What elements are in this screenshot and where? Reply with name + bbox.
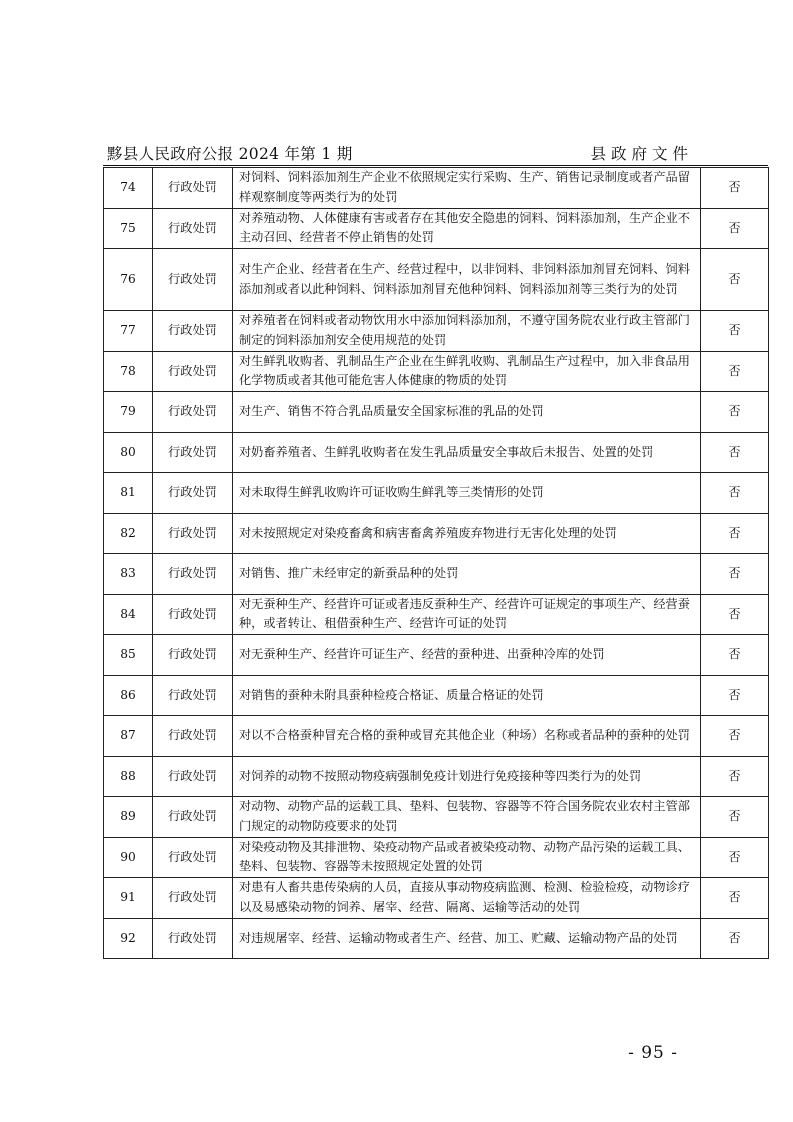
row-content: 对以不合格蚕种冒充合格的蚕种或冒充其他企业（种场）名称或者品种的蚕种的处罚 — [233, 716, 701, 757]
row-type: 行政处罚 — [153, 837, 233, 878]
row-flag: 否 — [701, 473, 769, 514]
row-number: 85 — [104, 635, 153, 676]
page-header — [107, 140, 693, 164]
table-row — [104, 716, 769, 757]
row-number: 91 — [104, 878, 153, 919]
row-number: 74 — [104, 168, 153, 209]
row-type: 行政处罚 — [153, 918, 233, 959]
row-number: 86 — [104, 675, 153, 716]
row-number: 75 — [104, 208, 153, 249]
row-content: 对奶畜养殖者、生鲜乳收购者在发生乳品质量安全事故后未报告、处置的处罚 — [233, 432, 701, 473]
row-flag: 否 — [701, 554, 769, 595]
table-row — [104, 878, 769, 919]
row-number: 79 — [104, 392, 153, 433]
table-row — [104, 432, 769, 473]
row-type: 行政处罚 — [153, 168, 233, 209]
table-row — [104, 513, 769, 554]
row-type: 行政处罚 — [153, 473, 233, 514]
table-row — [104, 473, 769, 514]
table-row — [104, 675, 769, 716]
row-content: 对未按照规定对染疫畜禽和病害畜禽养殖废弃物进行无害化处理的处罚 — [233, 513, 701, 554]
row-flag: 否 — [701, 594, 769, 635]
row-flag: 否 — [701, 797, 769, 838]
row-content: 对生产、销售不符合乳品质量安全国家标准的乳品的处罚 — [233, 392, 701, 433]
row-type: 行政处罚 — [153, 513, 233, 554]
row-flag: 否 — [701, 878, 769, 919]
row-type: 行政处罚 — [153, 392, 233, 433]
page-number: - 95 - — [628, 1043, 678, 1063]
row-flag: 否 — [701, 208, 769, 249]
table-row — [104, 249, 769, 311]
row-number: 84 — [104, 594, 153, 635]
row-content: 对染疫动物及其排泄物、染疫动物产品或者被染疫动物、动物产品污染的运载工具、垫料、包装物、容器等未按照规定处置的处罚 — [233, 837, 701, 878]
table-row — [104, 392, 769, 433]
row-content: 对生产企业、经营者在生产、经营过程中，以非饲料、非饲料添加剂冒充饲料、饲料添加剂或者以此种饲料、饲料添加剂冒充他种饲料、饲料添加剂等三类行为的处罚 — [233, 249, 701, 311]
section-title: 县政府文件 — [590, 145, 693, 163]
row-flag: 否 — [701, 311, 769, 352]
row-flag: 否 — [701, 351, 769, 392]
row-type: 行政处罚 — [153, 716, 233, 757]
row-content: 对养殖动物、人体健康有害或者存在其他安全隐患的饲料、饲料添加剂，生产企业不主动召回、经营者不停止销售的处罚 — [233, 208, 701, 249]
row-number: 77 — [104, 311, 153, 352]
table-row — [104, 208, 769, 249]
row-type: 行政处罚 — [153, 675, 233, 716]
row-type: 行政处罚 — [153, 311, 233, 352]
row-number: 83 — [104, 554, 153, 595]
table-row — [104, 554, 769, 595]
row-type: 行政处罚 — [153, 594, 233, 635]
row-content: 对未取得生鲜乳收购许可证收购生鲜乳等三类情形的处罚 — [233, 473, 701, 514]
row-number: 88 — [104, 756, 153, 797]
row-type: 行政处罚 — [153, 635, 233, 676]
row-flag: 否 — [701, 249, 769, 311]
row-type: 行政处罚 — [153, 797, 233, 838]
row-flag: 否 — [701, 918, 769, 959]
table-body — [104, 168, 769, 959]
table-row — [104, 918, 769, 959]
row-type: 行政处罚 — [153, 208, 233, 249]
row-number: 82 — [104, 513, 153, 554]
row-flag: 否 — [701, 635, 769, 676]
row-number: 90 — [104, 837, 153, 878]
publication-title: 黟县人民政府公报 2024 年第 1 期 — [107, 145, 353, 163]
row-number: 87 — [104, 716, 153, 757]
row-type: 行政处罚 — [153, 249, 233, 311]
row-number: 92 — [104, 918, 153, 959]
row-content: 对饲养的动物不按照动物疫病强制免疫计划进行免疫接种等四类行为的处罚 — [233, 756, 701, 797]
row-flag: 否 — [701, 756, 769, 797]
table-row — [104, 351, 769, 392]
table-row — [104, 756, 769, 797]
row-type: 行政处罚 — [153, 878, 233, 919]
row-content: 对生鲜乳收购者、乳制品生产企业在生鲜乳收购、乳制品生产过程中，加入非食品用化学物质或者其他可能危害人体健康的物质的处罚 — [233, 351, 701, 392]
header-rule — [103, 165, 768, 166]
row-content: 对无蚕种生产、经营许可证生产、经营的蚕种进、出蚕种冷库的处罚 — [233, 635, 701, 676]
row-number: 76 — [104, 249, 153, 311]
row-type: 行政处罚 — [153, 554, 233, 595]
row-number: 81 — [104, 473, 153, 514]
row-number: 78 — [104, 351, 153, 392]
row-flag: 否 — [701, 513, 769, 554]
row-flag: 否 — [701, 392, 769, 433]
row-flag: 否 — [701, 716, 769, 757]
table-row — [104, 594, 769, 635]
row-content: 对养殖者在饲料或者动物饮用水中添加饲料添加剂，不遵守国务院农业行政主管部门制定的饲料添加剂安全使用规范的处罚 — [233, 311, 701, 352]
row-content: 对销售、推广未经审定的新蚕品种的处罚 — [233, 554, 701, 595]
row-content: 对动物、动物产品的运载工具、垫料、包装物、容器等不符合国务院农业农村主管部门规定的动物防疫要求的处罚 — [233, 797, 701, 838]
penalty-table — [103, 167, 769, 959]
row-flag: 否 — [701, 168, 769, 209]
row-content: 对违规屠宰、经营、运输动物或者生产、经营、加工、贮藏、运输动物产品的处罚 — [233, 918, 701, 959]
row-type: 行政处罚 — [153, 432, 233, 473]
table-row — [104, 797, 769, 838]
row-content: 对饲料、饲料添加剂生产企业不依照规定实行采购、生产、销售记录制度或者产品留样观察制度等两类行为的处罚 — [233, 168, 701, 209]
row-type: 行政处罚 — [153, 351, 233, 392]
table-row — [104, 635, 769, 676]
row-flag: 否 — [701, 432, 769, 473]
row-flag: 否 — [701, 837, 769, 878]
row-number: 89 — [104, 797, 153, 838]
table-row — [104, 168, 769, 209]
row-flag: 否 — [701, 675, 769, 716]
row-content: 对患有人畜共患传染病的人员，直接从事动物疫病监测、检测、检验检疫，动物诊疗以及易感染动物的饲养、屠宰、经营、隔离、运输等活动的处罚 — [233, 878, 701, 919]
table-row — [104, 311, 769, 352]
row-type: 行政处罚 — [153, 756, 233, 797]
row-content: 对无蚕种生产、经营许可证或者违反蚕种生产、经营许可证规定的事项生产、经营蚕种，或者转让、租借蚕种生产、经营许可证的处罚 — [233, 594, 701, 635]
row-content: 对销售的蚕种未附具蚕种检疫合格证、质量合格证的处罚 — [233, 675, 701, 716]
row-number: 80 — [104, 432, 153, 473]
table-row — [104, 837, 769, 878]
